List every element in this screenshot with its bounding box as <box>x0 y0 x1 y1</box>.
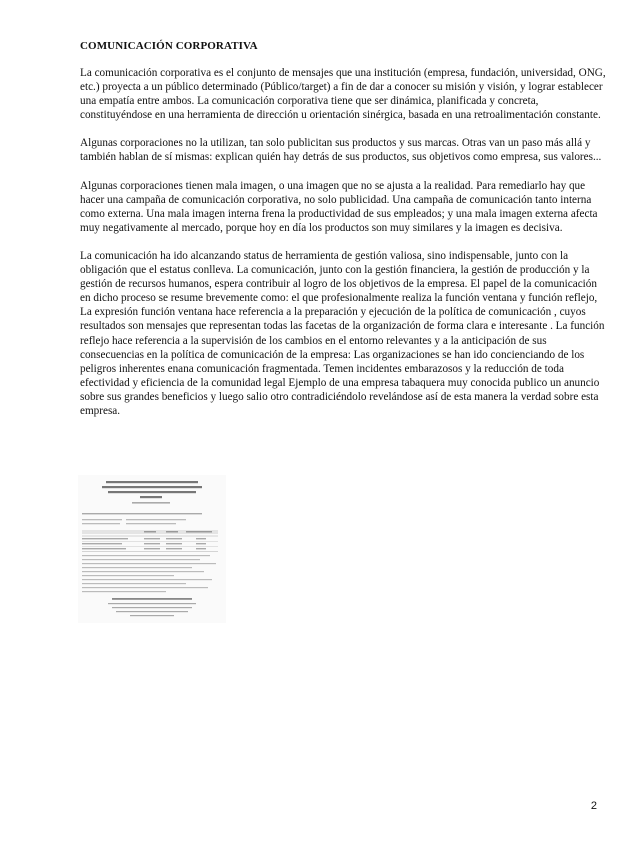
scanned-ad-graphic <box>78 475 226 623</box>
paragraph-3: Algunas corporaciones tienen mala imagen, o una imagen que no se ajusta a la realidad. Para remediarlo hay que hacer una campaña de comunicación corporativa, no solo publicidad. Una campaña de comunicación tanto interna como externa. Una mala imagen interna frena la productividad de sus empleados; y una mala imagen externa afecta muy negativamente al mercado, porque hoy en día los productos son muy similares y la imagen es decisiva. <box>80 179 598 234</box>
paragraph-2: Algunas corporaciones no la utilizan, tan solo publicitan sus productos y sus marcas. Otras van un paso más allá y también hablan de sí mismas: explican quién hay detrás de sus productos, sus objetivos como empresa, sus valores... <box>80 137 602 164</box>
paragraph-4: La comunicación ha ido alcanzando status de herramienta de gestión valiosa, sino indispensable, junto con la obligación que el estatus conlleva. La comunicación, junto con la gestión financiera, la gestión de producción y la gestión de recursos humanos, espera contribuir al logro de los objetivos de la empresa. El papel de la comunicación en dicho proceso se resume brevemente como: el que profesionalmente realiza la función ventana y función reflejo, La expresión función ventana hace referencia a la preparación y ejecución de la política de comunicación , cuyos resultados son mensajes que representan todas las facetas de la organización de forma clara e interesante . La función reflejo hace referencia a la supervisión de los cambios en el entorno relevantes y a la anticipación de sus consecuencias en la política de comunicación de la empresa: Las organizaciones se han ido concienciando de los peligros inherentes enana comunicación fragmentada. Temen incidentes embarazosos y la reducción de toda efectividad y eficiencia de la comunidad legal Ejemplo de una empresa tabaquera muy conocida publico un anuncio sobre sus grandes beneficios y luego salio otro contradiciéndolo revelándose así de esta manera la verdad sobre esta empresa. <box>80 249 605 417</box>
scanned-tobacco-ad-image <box>78 475 226 623</box>
document-title: COMUNICACIÓN CORPORATIVA <box>80 40 258 52</box>
page-number: 2 <box>590 800 597 812</box>
document-body <box>80 66 607 432</box>
paragraph-1: La comunicación corporativa es el conjunto de mensajes que una institución (empresa, fundación, universidad, ONG, etc.) proyecta a un público determinado (Público/target) a fin de dar a conocer su misión y visión, y lograr establecer una empatía entre ambos. La comunicación corporativa tiene que ser dinámica, planificada y concreta, constituyéndose en una herramienta de dirección u orientación sinérgica, basada en una retroalimentación constante. <box>80 67 606 122</box>
